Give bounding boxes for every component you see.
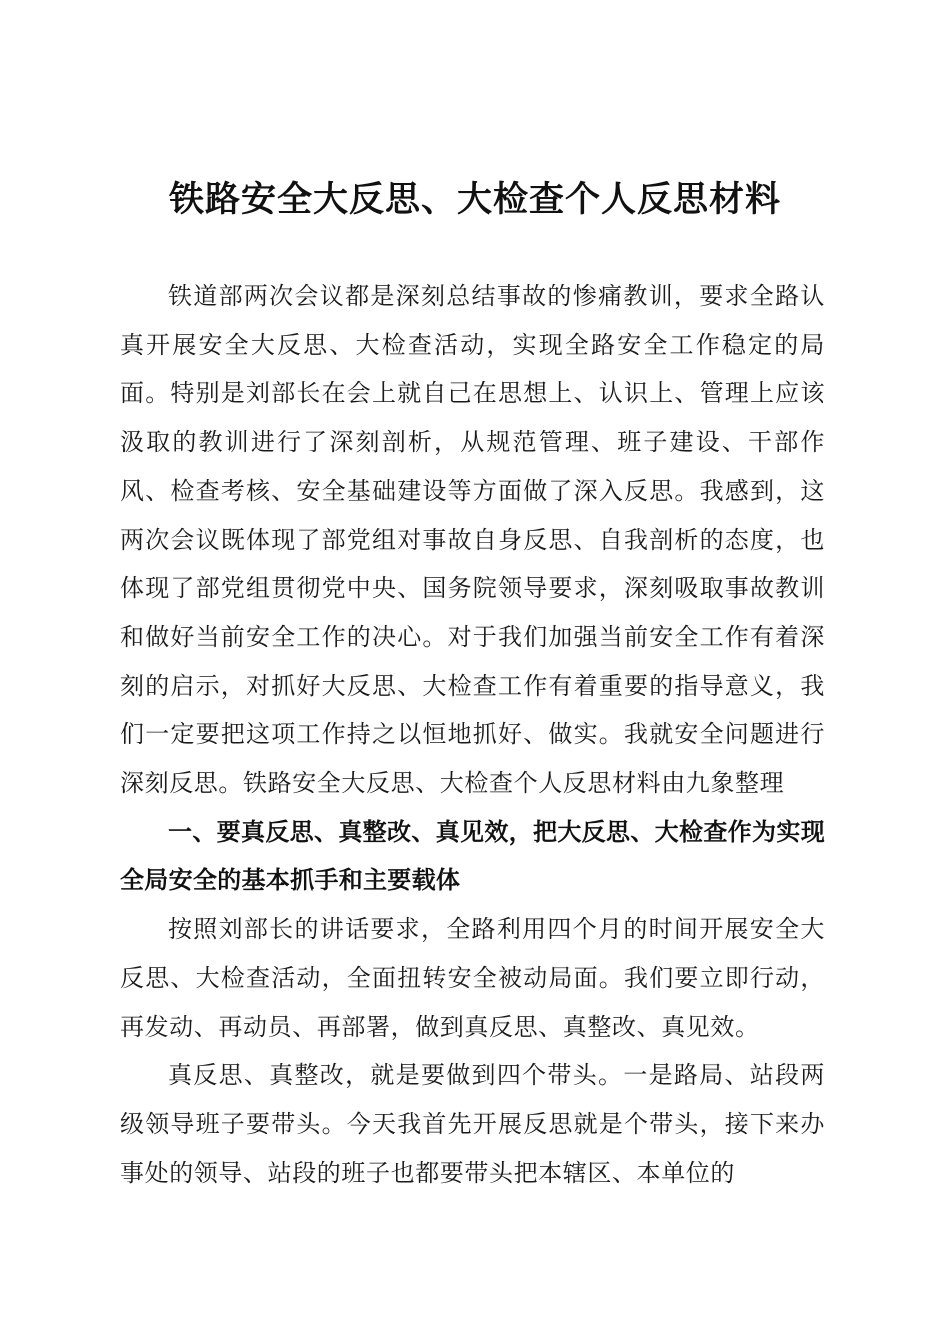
section-heading-1: 一、要真反思、真整改、真见效，把大反思、大检查作为实现全局安全的基本抓手和主要载体	[120, 817, 825, 895]
document-title: 铁路安全大反思、大检查个人反思材料	[168, 179, 781, 220]
document-body	[120, 272, 825, 1197]
paragraph-intro: 铁道部两次会议都是深刻总结事故的惨痛教训，要求全路认真开展安全大反思、大检查活动，实现全路安全工作稳定的局面。特别是刘部长在会上就自己在思想上、认识上、管理上应该汲取的教训进行了深刻剖析，从规范管理、班子建设、干部作风、检查考核、安全基础建设等方面做了深入反思。我感到，这两次会议既体现了部党组对事故自身反思、自我剖析的态度，也体现了部党组贯彻党中央、国务院领导要求，深刻吸取事故教训和做好当前安全工作的决心。对于我们加强当前安全工作有着深刻的启示，对抓好大反思、大检查工作有着重要的指导意义，我们一定要把这项工作持之以恒地抓好、做实。我就安全问题进行深刻反思。铁路安全大反思、大检查个人反思材料由九象整理	[120, 282, 825, 798]
paragraph-requirements: 按照刘部长的讲话要求，全路利用四个月的时间开展安全大反思、大检查活动，全面扭转安全被动局面。我们要立即行动，再发动、再动员、再部署，做到真反思、真整改、真见效。	[120, 915, 825, 1041]
paragraph-four-leads: 真反思、真整改，就是要做到四个带头。一是路局、站段两级领导班子要带头。今天我首先开展反思就是个带头，接下来办事处的领导、站段的班子也都要带头把本辖区、本单位的	[120, 1061, 825, 1187]
